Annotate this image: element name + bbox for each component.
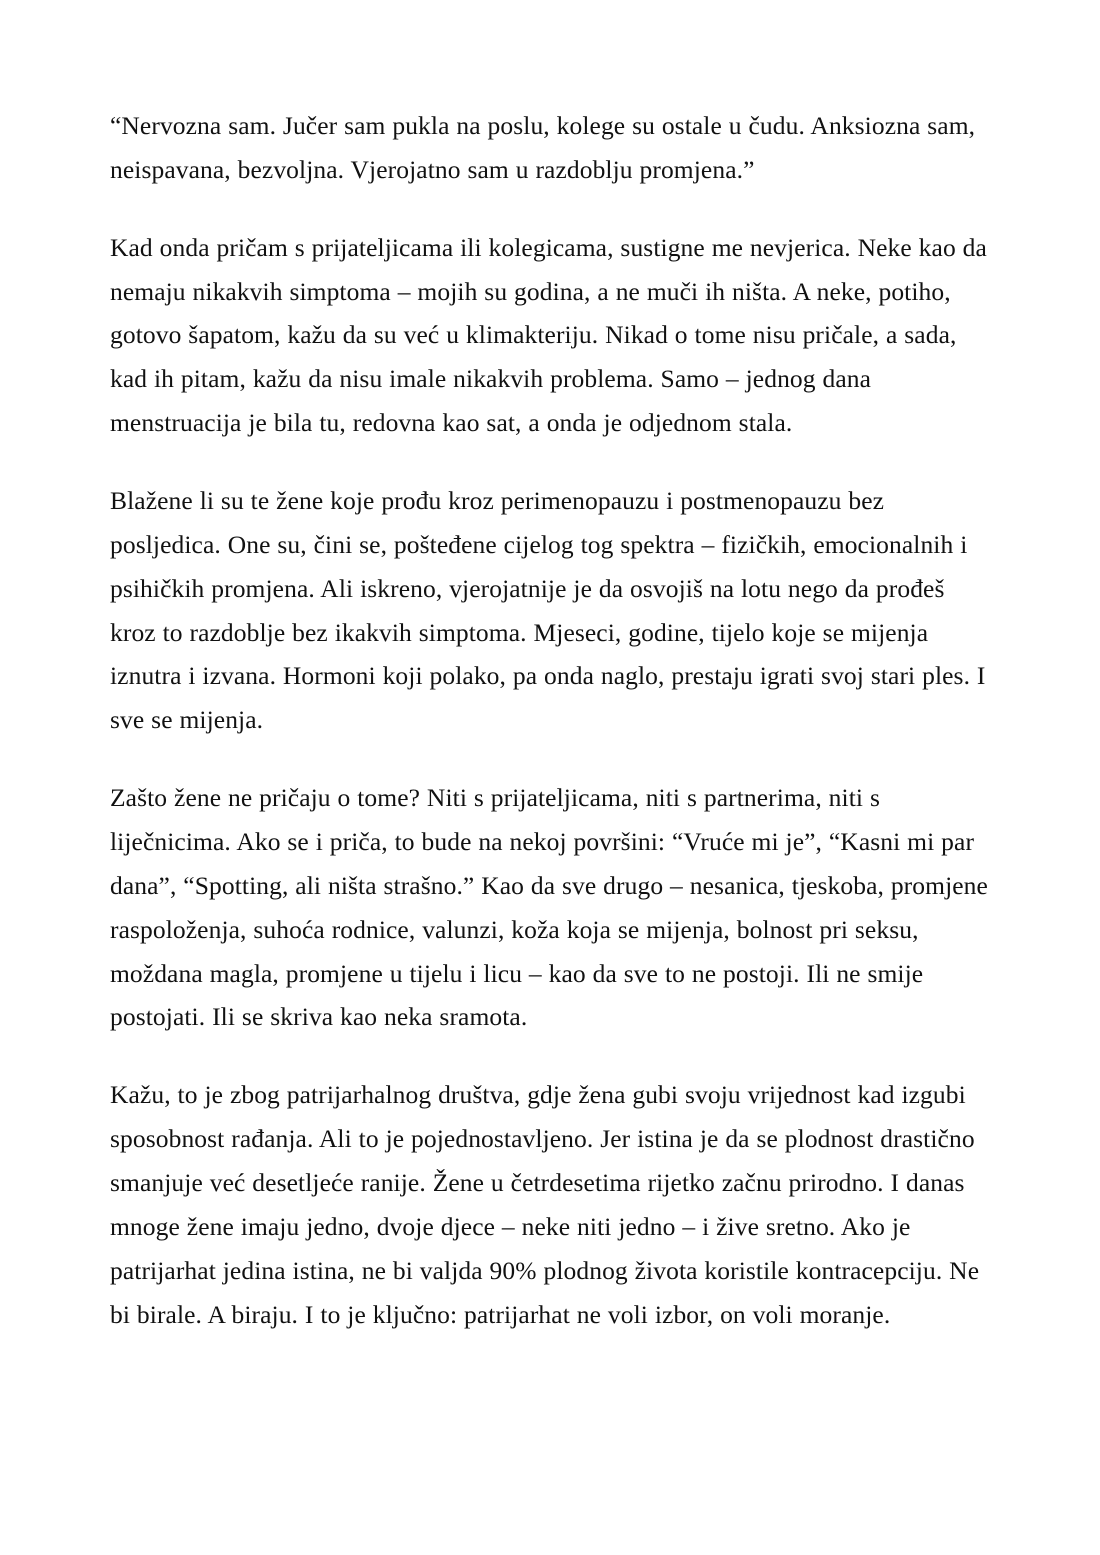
paragraph-4: Zašto žene ne pričaju o tome? Niti s prijateljicama, niti s partnerima, niti s liječnicima. Ako se i priča, to bude na nekoj površini: “Vruće mi je”, “Kasni mi par dana”, “Spotting, ali ništa strašno.” Kao da sve drugo – nesanica, tjeskoba, promjene raspoloženja, suhoća rodnice, valunzi, koža koja se mijenja, bolnost pri seksu, moždana magla, promjene u tijelu i licu – kao da sve to ne postoji. Ili ne smije postojati. Ili se skriva kao neka sramota. — [110, 783, 988, 1032]
document-body — [110, 104, 988, 1336]
paragraph-3: Blažene li su te žene koje prođu kroz perimenopauzu i postmenopauzu bez posljedica. One su, čini se, pošteđene cijelog tog spektra – fizičkih, emocionalnih i psihičkih promjena. Ali iskreno, vjerojatnije je da osvojiš na lotu nego da prođeš kroz to razdoblje bez ikakvih simptoma. Mjeseci, godine, tijelo koje se mijenja iznutra i izvana. Hormoni koji polako, pa onda naglo, prestaju igrati svoj stari ples. I sve se mijenja. — [110, 486, 986, 735]
paragraph-1: “Nervozna sam. Jučer sam pukla na poslu, kolege su ostale u čudu. Anksiozna sam, neispavana, bezvoljna. Vjerojatno sam u razdoblju promjena.” — [110, 111, 976, 184]
paragraph-2: Kad onda pričam s prijateljicama ili kolegicama, sustigne me nevjerica. Neke kao da nemaju nikakvih simptoma – mojih su godina, a ne muči ih ništa. A neke, potiho, gotovo šapatom, kažu da su već u klimakteriju. Nikad o tome nisu pričale, a sada, kad ih pitam, kažu da nisu imale nikakvih problema. Samo – jednog dana menstruacija je bila tu, redovna kao sat, a onda je odjednom stala. — [110, 232, 987, 438]
paragraph-5: Kažu, to je zbog patrijarhalnog društva, gdje žena gubi svoju vrijednost kad izgubi sposobnost rađanja. Ali to je pojednostavljeno. Jer istina je da se plodnost drastično smanjuje već desetljeće ranije. Žene u četrdesetima rijetko začnu prirodno. I danas mnoge žene imaju jedno, dvoje djece – neke niti jedno – i žive sretno. Ako je patrijarhat jedina istina, ne bi valjda 90% plodnog života koristile kontracepciju. Ne bi birale. A biraju. I to je ključno: patrijarhat ne voli izbor, on voli moranje. — [110, 1080, 980, 1329]
